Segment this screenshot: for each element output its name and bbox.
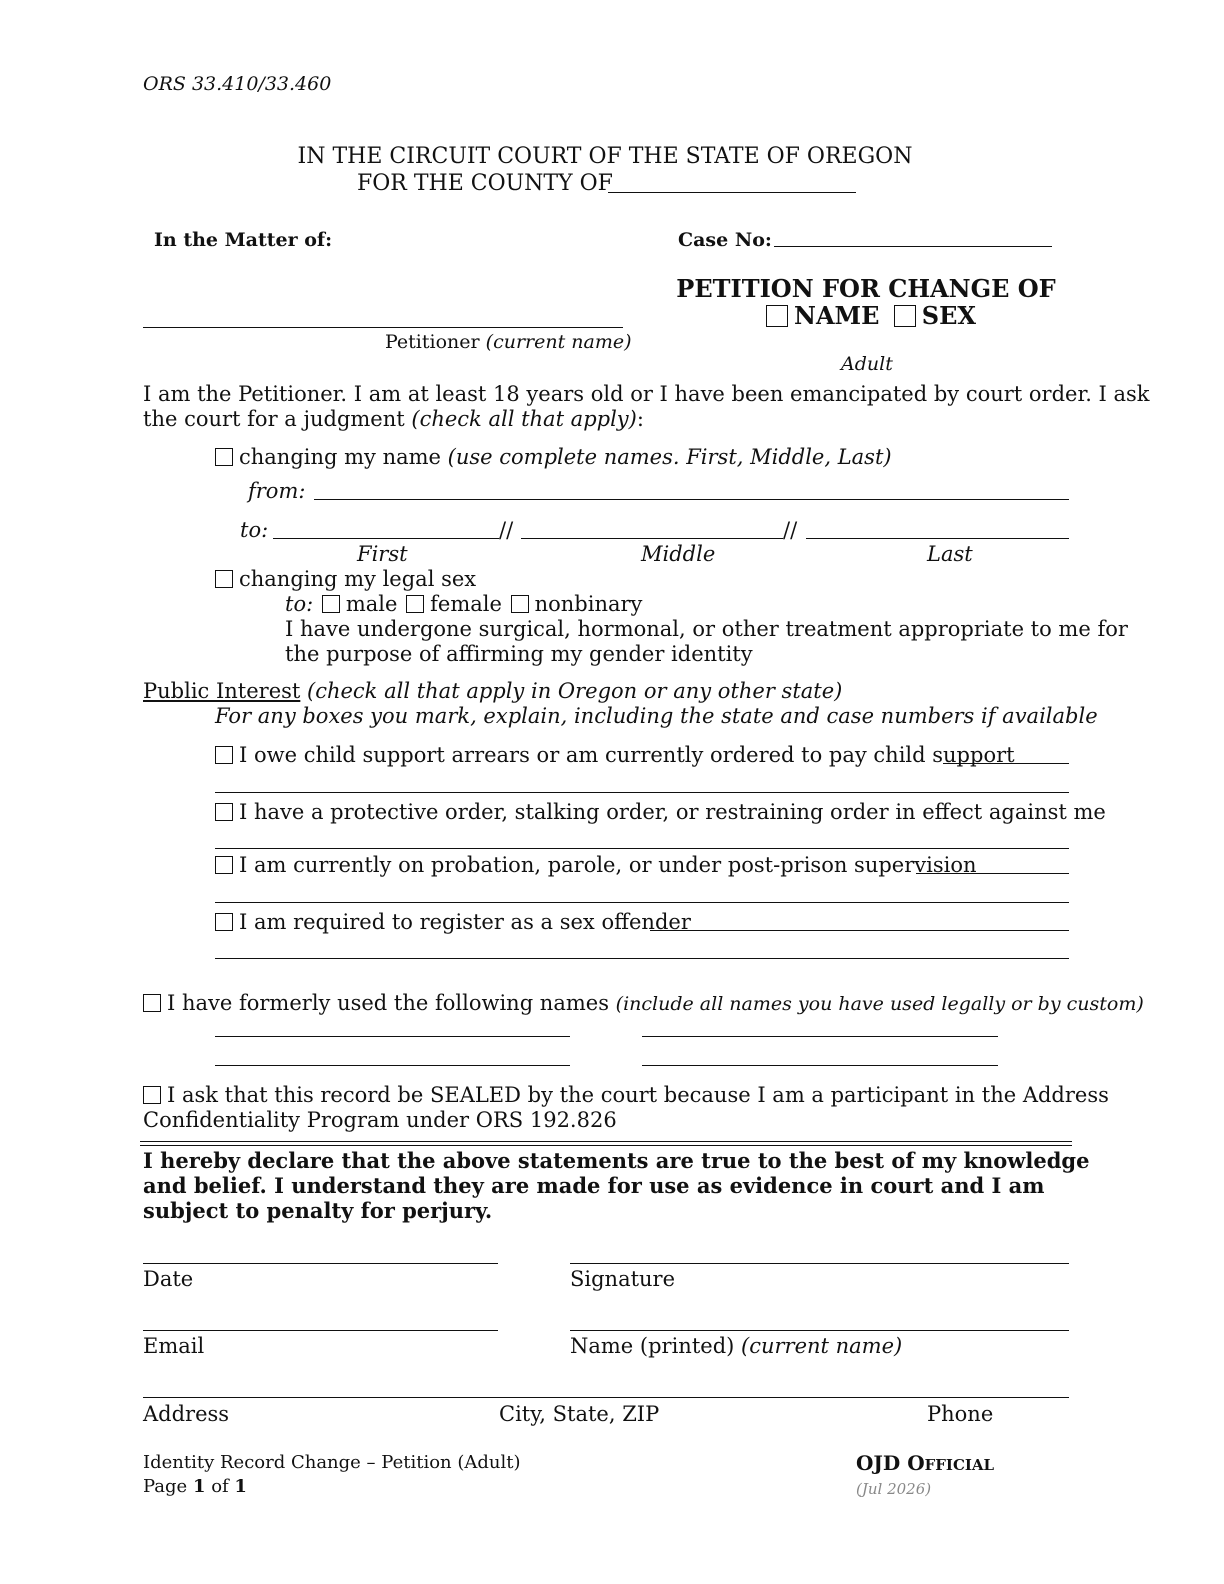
male-checkbox[interactable] bbox=[322, 595, 340, 613]
sex-offender-option bbox=[215, 910, 691, 934]
probation-label: I am currently on probation, parole, or under post-prison supervision bbox=[239, 853, 977, 877]
child-support-explain-2[interactable] bbox=[215, 792, 1069, 793]
name-type-label: NAME bbox=[794, 301, 880, 330]
sex-type-label: SEX bbox=[921, 301, 977, 330]
former-name-field-2[interactable] bbox=[642, 1036, 998, 1037]
intro-line-1: I am the Petitioner. I am at least 18 years old or I have been emancipated by court order. I ask bbox=[143, 382, 1150, 406]
sealed-option bbox=[143, 1083, 1109, 1107]
public-interest-title: Public Interest bbox=[143, 679, 301, 703]
sex-offender-explain-1[interactable] bbox=[650, 930, 1069, 931]
sex-to-label: to: bbox=[285, 592, 314, 616]
name-change-checkbox[interactable] bbox=[215, 448, 233, 466]
former-name-field-3[interactable] bbox=[215, 1065, 570, 1066]
footer-page-number bbox=[143, 1475, 247, 1499]
public-interest-instruction: For any boxes you mark, explain, including the state and case numbers if available bbox=[215, 704, 1098, 728]
name-separator-2: // bbox=[783, 518, 798, 542]
treatment-statement-2: the purpose of affirming my gender identity bbox=[285, 642, 753, 666]
phone-label: Phone bbox=[927, 1402, 994, 1426]
former-names-checkbox[interactable] bbox=[143, 994, 161, 1012]
printed-name-label: Name (printed) bbox=[570, 1334, 742, 1358]
address-field[interactable] bbox=[143, 1397, 1069, 1398]
declaration-line-1: I hereby declare that the above statements are true to the best of my knowledge bbox=[143, 1148, 1090, 1173]
petitioner-caption bbox=[385, 330, 632, 354]
revision-date: (Jul 2026) bbox=[856, 1480, 932, 1498]
intro-colon: : bbox=[636, 407, 644, 431]
sex-offender-label: I am required to register as a sex offender bbox=[239, 910, 691, 934]
male-label: male bbox=[345, 592, 398, 616]
probation-explain-1[interactable] bbox=[916, 873, 1069, 874]
email-field[interactable] bbox=[143, 1330, 498, 1331]
last-caption: Last bbox=[927, 542, 973, 566]
petition-subtitle: Adult bbox=[841, 353, 893, 375]
from-name-field[interactable] bbox=[314, 499, 1069, 500]
signature-field[interactable] bbox=[570, 1263, 1069, 1264]
email-label: Email bbox=[143, 1334, 205, 1358]
sealed-line-2: Confidentiality Program under ORS 192.826 bbox=[143, 1108, 617, 1132]
sex-options bbox=[285, 592, 642, 616]
child-support-label: I owe child support arrears or am currently ordered to pay child support bbox=[239, 743, 1015, 767]
page-current: 1 bbox=[192, 1476, 206, 1497]
divider-top bbox=[140, 1141, 1072, 1142]
sealed-label: I ask that this record be SEALED by the court because I am a participant in the Address bbox=[167, 1083, 1109, 1107]
to-label: to: bbox=[240, 518, 269, 542]
sealed-checkbox[interactable] bbox=[143, 1086, 161, 1104]
treatment-statement-1: I have undergone surgical, hormonal, or other treatment appropriate to me for bbox=[285, 617, 1128, 641]
protective-order-option bbox=[215, 800, 1106, 824]
case-number-label: Case No: bbox=[678, 229, 772, 251]
county-label: FOR THE COUNTY OF bbox=[357, 171, 613, 196]
probation-explain-2[interactable] bbox=[215, 902, 1069, 903]
name-change-note: (use complete names. First, Middle, Last) bbox=[447, 445, 892, 469]
declaration-line-3: subject to penalty for perjury. bbox=[143, 1198, 493, 1223]
former-names-note: (include all names you have used legally or by custom) bbox=[615, 993, 1144, 1015]
page-of: of bbox=[205, 1476, 235, 1497]
former-name-field-4[interactable] bbox=[642, 1065, 998, 1066]
address-label: Address bbox=[143, 1402, 230, 1426]
petition-title: PETITION FOR CHANGE OF bbox=[676, 274, 1056, 303]
former-names-label: I have formerly used the following names bbox=[167, 991, 616, 1015]
female-checkbox[interactable] bbox=[406, 595, 424, 613]
from-label: from: bbox=[248, 479, 306, 503]
probation-option bbox=[215, 853, 977, 877]
sex-change-checkbox[interactable] bbox=[215, 570, 233, 588]
new-last-name-field[interactable] bbox=[806, 538, 1069, 539]
matter-label: In the Matter of: bbox=[154, 229, 333, 251]
new-first-name-field[interactable] bbox=[273, 538, 499, 539]
intro-text: the court for a judgment bbox=[143, 407, 412, 431]
printed-name-note: (current name) bbox=[741, 1334, 903, 1358]
sex-offender-explain-2[interactable] bbox=[215, 958, 1069, 959]
declaration-line-2: and belief. I understand they are made for use as evidence in court and I am bbox=[143, 1173, 1045, 1198]
city-state-zip-label: City, State, ZIP bbox=[499, 1402, 660, 1426]
footer-form-title: Identity Record Change – Petition (Adult) bbox=[143, 1452, 521, 1473]
child-support-option bbox=[215, 743, 1015, 767]
divider-bottom bbox=[140, 1145, 1072, 1146]
ojd-prefix: OJD O bbox=[856, 1451, 925, 1475]
nonbinary-label: nonbinary bbox=[534, 592, 643, 616]
child-support-checkbox[interactable] bbox=[215, 746, 233, 764]
page-prefix: Page bbox=[143, 1476, 193, 1497]
signature-label: Signature bbox=[570, 1267, 676, 1291]
printed-name-field[interactable] bbox=[570, 1330, 1069, 1331]
new-middle-name-field[interactable] bbox=[521, 538, 783, 539]
court-name: IN THE CIRCUIT COURT OF THE STATE OF OREGON bbox=[297, 144, 913, 169]
sex-change-option bbox=[215, 567, 476, 591]
petitioner-note: (current name) bbox=[485, 331, 632, 353]
petitioner-label: Petitioner bbox=[385, 331, 480, 353]
sex-change-label: changing my legal sex bbox=[239, 567, 477, 591]
page-total: 1 bbox=[234, 1476, 247, 1497]
petition-type-options bbox=[766, 301, 977, 330]
former-name-field-1[interactable] bbox=[215, 1036, 570, 1037]
petitioner-name-field[interactable] bbox=[143, 327, 623, 328]
public-interest-heading bbox=[143, 679, 842, 703]
first-caption: First bbox=[357, 542, 408, 566]
sex-type-checkbox[interactable] bbox=[894, 305, 916, 327]
middle-caption: Middle bbox=[641, 542, 716, 566]
former-names-option bbox=[143, 991, 1144, 1016]
nonbinary-checkbox[interactable] bbox=[511, 595, 529, 613]
female-label: female bbox=[430, 592, 502, 616]
statute-reference: ORS 33.410/33.460 bbox=[143, 73, 332, 95]
public-interest-note: (check all that apply in Oregon or any other state) bbox=[300, 679, 843, 703]
name-change-label: changing my name bbox=[239, 445, 448, 469]
date-label: Date bbox=[143, 1267, 194, 1291]
ojd-official-mark bbox=[856, 1451, 994, 1477]
probation-checkbox[interactable] bbox=[215, 856, 233, 874]
name-separator-1: // bbox=[499, 518, 514, 542]
case-number-field[interactable] bbox=[774, 246, 1052, 247]
protective-order-explain[interactable] bbox=[215, 848, 1069, 849]
name-type-checkbox[interactable] bbox=[766, 305, 788, 327]
child-support-explain-1[interactable] bbox=[943, 763, 1069, 764]
date-field[interactable] bbox=[143, 1263, 498, 1264]
protective-order-checkbox[interactable] bbox=[215, 803, 233, 821]
protective-order-label: I have a protective order, stalking order, or restraining order in effect against me bbox=[239, 800, 1106, 824]
sex-offender-checkbox[interactable] bbox=[215, 913, 233, 931]
printed-name-caption bbox=[570, 1334, 902, 1358]
name-change-option bbox=[215, 445, 892, 469]
ojd-suffix: FFICIAL bbox=[924, 1456, 995, 1474]
intro-line-2 bbox=[143, 407, 644, 431]
intro-note: (check all that apply) bbox=[411, 407, 637, 431]
county-field[interactable] bbox=[608, 192, 856, 193]
